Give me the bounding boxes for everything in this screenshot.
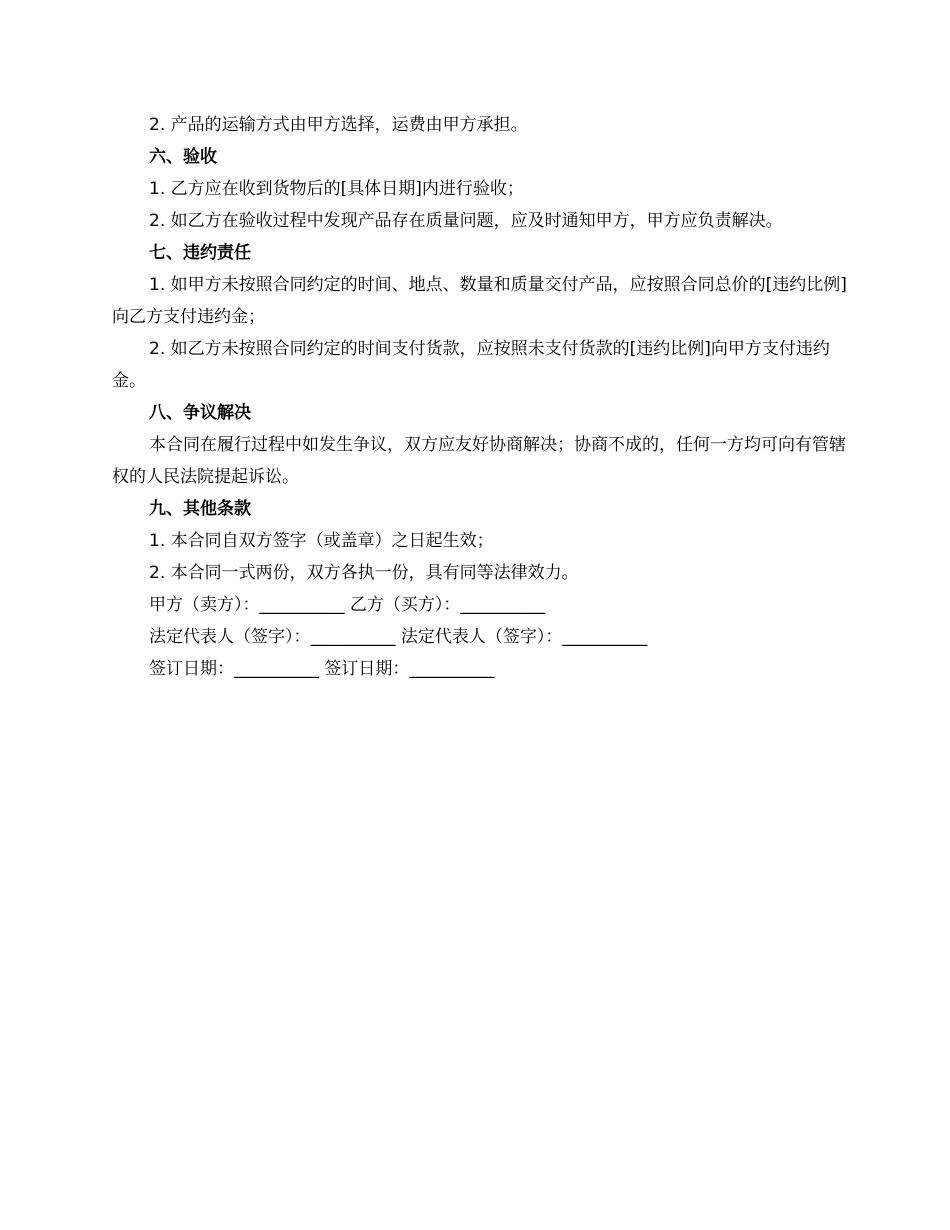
signature-representatives-line: 法定代表人（签字）：__________ 法定代表人（签字）：__________ bbox=[149, 627, 648, 647]
other-terms-clause-1: 1. 本合同自双方签字（或盖章）之日起生效； bbox=[149, 531, 494, 551]
contract-page bbox=[112, 109, 847, 685]
liability-clause-2: 2. 如乙方未按照合同约定的时间支付货款，应按照未支付货款的[违约比例]向甲方支付违约金。 bbox=[112, 339, 830, 391]
transport-clause: 2. 产品的运输方式由甲方选择，运费由甲方承担。 bbox=[149, 115, 528, 135]
section-heading-dispute: 八、争议解决 bbox=[149, 403, 251, 423]
section-heading-other-terms: 九、其他条款 bbox=[149, 499, 251, 519]
section-heading-acceptance: 六、验收 bbox=[149, 147, 217, 167]
acceptance-clause-2: 2. 如乙方在验收过程中发现产品存在质量问题，应及时通知甲方，甲方应负责解决。 bbox=[149, 211, 783, 231]
signature-dates-line: 签订日期：__________ 签订日期：__________ bbox=[149, 659, 495, 679]
other-terms-clause-2: 2. 本合同一式两份，双方各执一份，具有同等法律效力。 bbox=[149, 563, 579, 583]
dispute-clause: 本合同在履行过程中如发生争议，双方应友好协商解决；协商不成的，任何一方均可向有管辖权的人民法院提起诉讼。 bbox=[112, 435, 846, 487]
signature-parties-line: 甲方（卖方）：__________ 乙方（买方）：__________ bbox=[149, 595, 546, 615]
liability-clause-1: 1. 如甲方未按照合同约定的时间、地点、数量和质量交付产品，应按照合同总价的[违约比例]向乙方支付违约金； bbox=[112, 275, 847, 327]
acceptance-clause-1: 1. 乙方应在收到货物后的[具体日期]内进行验收； bbox=[149, 179, 524, 199]
section-heading-liability: 七、违约责任 bbox=[149, 243, 251, 263]
